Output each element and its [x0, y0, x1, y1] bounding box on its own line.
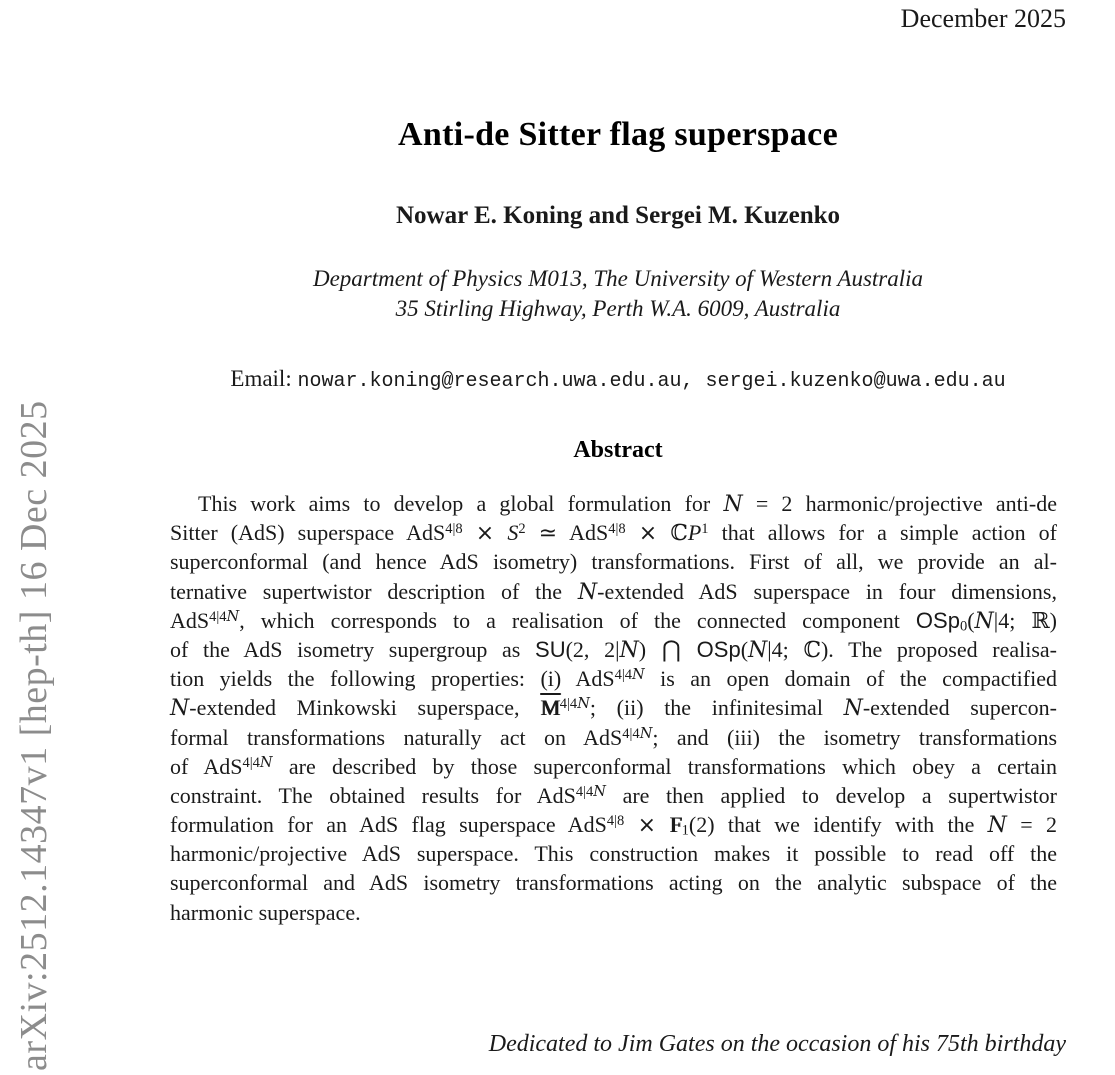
abstract-text-segment: N — [226, 608, 240, 625]
abstract-line-15 — [170, 898, 1057, 927]
abstract-text-segment: N — [259, 754, 273, 771]
abstract-text-segment: 4|8 — [608, 520, 626, 537]
abstract-text-segment: of AdS — [170, 753, 243, 779]
abstract-text-segment: ; (ii) the infinitesimal — [589, 695, 844, 721]
affiliation-line1: Department of Physics M013, The University of Western Australia — [312, 266, 924, 291]
abstract-text-segment: is an open domain of the compactified — [644, 666, 1057, 692]
abstract-text-segment: OSp — [915, 607, 960, 633]
abstract-line-4 — [170, 577, 1057, 606]
abstract-text-segment: formulation for an AdS flag superspace AdS — [170, 812, 607, 838]
abstract-text-segment: $\overline{M}$ — [540, 695, 560, 721]
abstract-text-segment: tion yields the following properties: (i) AdS — [170, 666, 615, 692]
abstract-text-segment: N — [987, 813, 1007, 839]
authors: Nowar E. Koning and Sergei M. Kuzenko — [395, 202, 841, 229]
abstract-text-segment: harmonic superspace. — [170, 899, 361, 925]
abstract-line-6 — [170, 635, 1057, 664]
abstract-line-3 — [170, 547, 1057, 576]
abstract-text-segment: SU — [535, 636, 566, 662]
dedication: Dedicated to Jim Gates on the occasion of his 75th birthday — [488, 1031, 1066, 1057]
abstract-text-segment: 4|4 — [242, 754, 260, 771]
abstract-text-segment: (2) that we identify with the — [688, 812, 988, 838]
abstract-text-segment: constraint. The obtained results for AdS — [170, 782, 576, 808]
abstract-text-segment: ℂ — [670, 521, 688, 547]
abstract-text-segment — [624, 812, 637, 837]
abstract-text-segment: (2, 2| — [565, 636, 620, 662]
abstract-text-segment: = 2 — [1006, 812, 1058, 838]
abstract-text-segment: -extended Minkowski superspace, — [189, 695, 541, 721]
abstract-text-segment: harmonic/projective AdS superspace. This construction makes it possible to read off the — [170, 841, 1057, 867]
abstract-text-segment — [626, 520, 639, 545]
abstract-text-segment: 1 — [681, 822, 689, 839]
abstract-text-segment: superconformal and AdS isometry transformations acting on the analytic subspace of the — [170, 870, 1057, 896]
abstract-text-segment: Sitter (AdS) superspace AdS — [170, 520, 446, 546]
abstract-text-segment: × — [637, 813, 657, 839]
abstract-text-segment: 4|4 — [614, 666, 632, 683]
date-stamp: December 2025 — [900, 4, 1066, 33]
abstract-text-segment: 0 — [959, 618, 968, 635]
abstract-text-segment: × — [475, 521, 495, 547]
abstract-line-5 — [170, 606, 1057, 635]
abstract-text-segment: ℂ — [803, 637, 821, 663]
abstract-text-segment: of the AdS isometry supergroup as — [170, 636, 536, 662]
abstract-text-segment: |4; — [767, 636, 804, 662]
abstract-text-segment: 4|4 — [575, 783, 594, 800]
abstract-text-segment: N — [577, 579, 598, 605]
paper-title: Anti-de Sitter flag superspace — [398, 116, 838, 153]
abstract-text-segment: 4|4 — [622, 725, 640, 742]
abstract-text-segment: 4|8 — [445, 520, 463, 537]
abstract-line-8 — [170, 693, 1057, 722]
abstract-text-segment: OSp — [696, 636, 741, 662]
abstract-text-segment: 1 — [701, 520, 709, 537]
abstract-line-1 — [170, 489, 1057, 518]
abstract-text-segment: , which corresponds to a realisation of the connected component — [239, 607, 916, 633]
abstract-text-segment: ⋂ — [661, 636, 681, 663]
abstract-text-segment: ( — [740, 636, 749, 662]
abstract-text-segment — [657, 520, 670, 545]
abstract-text-segment: ; and (iii) the isometry transformations — [652, 724, 1057, 750]
abstract-line-13 — [170, 839, 1057, 868]
abstract-text-segment: N — [748, 637, 768, 663]
abstract-text-segment: -extended supercon- — [862, 695, 1057, 721]
abstract-text-segment: F — [669, 812, 682, 838]
abstract-text-segment: are then applied to develop a supertwistor — [605, 782, 1057, 808]
abstract-text-segment — [656, 812, 669, 837]
abstract-text-segment: 4|4 — [559, 696, 578, 713]
abstract-text-segment: AdS — [557, 520, 609, 546]
abstract-line-10 — [170, 752, 1057, 781]
abstract-text-segment: N — [170, 696, 190, 722]
abstract-text-segment — [526, 520, 539, 545]
arxiv-stamp: arXiv:2512.14347v1 [hep-th] 16 Dec 2025 — [13, 400, 55, 1071]
abstract-line-9 — [170, 723, 1057, 752]
abstract-text-segment: ) — [1049, 607, 1057, 633]
abstract-line-11 — [170, 781, 1057, 810]
abstract-text-segment: N — [632, 666, 645, 683]
abstract-heading: Abstract — [573, 437, 663, 463]
email-label: Email: — [230, 366, 292, 391]
abstract-text-segment: ℝ — [1031, 608, 1050, 634]
abstract-text-segment: 2 — [518, 520, 526, 537]
abstract-text-segment: ) — [638, 636, 661, 662]
abstract-text-segment: ≃ — [538, 521, 558, 547]
affiliation-line2: 35 Stirling Highway, Perth W.A. 6009, Australia — [395, 296, 841, 321]
abstract-text-segment: that allows for a simple action of — [708, 520, 1058, 546]
abstract-text-segment: superconformal (and hence AdS isometry) transformations. First of all, we provide an al- — [170, 549, 1057, 575]
abstract-line-7 — [170, 664, 1057, 693]
abstract-text-segment: ( — [967, 607, 975, 633]
abstract-text-segment: formal transformations naturally act on AdS — [170, 724, 623, 750]
abstract-text-segment — [463, 520, 476, 545]
abstract-text-segment: AdS — [170, 607, 210, 633]
abstract-text-segment: This work aims to develop a global formulation for — [198, 491, 724, 516]
abstract-text-segment: N — [593, 783, 606, 800]
abstract-text-segment: = 2 harmonic/projective anti-de — [742, 491, 1058, 516]
abstract-text-segment: 4|4 — [209, 608, 227, 625]
email-addresses: nowar.koning@research.uwa.edu.au, sergei.kuzenko@uwa.edu.au — [297, 370, 1006, 393]
abstract-text-segment: 4|8 — [606, 812, 625, 829]
abstract-line-14 — [170, 868, 1057, 897]
abstract-text-segment: × — [638, 521, 658, 547]
abstract-text-segment: N — [577, 696, 590, 713]
abstract-text-segment: S — [507, 520, 519, 546]
abstract-text-segment — [494, 520, 507, 545]
abstract-text-segment: ). The proposed realisa- — [820, 636, 1057, 662]
abstract-body — [170, 489, 1057, 927]
abstract-text-segment: N — [639, 725, 653, 742]
abstract-text-segment: are described by those superconformal transformations which obey a certain — [272, 753, 1057, 779]
abstract-text-segment: P — [687, 520, 702, 546]
paper-content — [170, 0, 1066, 1075]
abstract-text-segment — [682, 637, 697, 662]
abstract-text-segment: N — [619, 637, 639, 663]
abstract-text-segment: ternative supertwistor description of the — [170, 578, 578, 604]
abstract-line-2 — [170, 518, 1057, 547]
affiliation — [170, 264, 1066, 324]
abstract-text-segment: N — [723, 492, 743, 517]
abstract-text-segment: |4; — [993, 607, 1032, 633]
abstract-text-segment: N — [974, 608, 994, 634]
abstract-text-segment: -extended AdS superspace in four dimensions, — [597, 578, 1057, 604]
abstract-line-12 — [170, 810, 1057, 839]
email-row — [170, 366, 1066, 393]
abstract-text-segment: N — [843, 696, 863, 722]
